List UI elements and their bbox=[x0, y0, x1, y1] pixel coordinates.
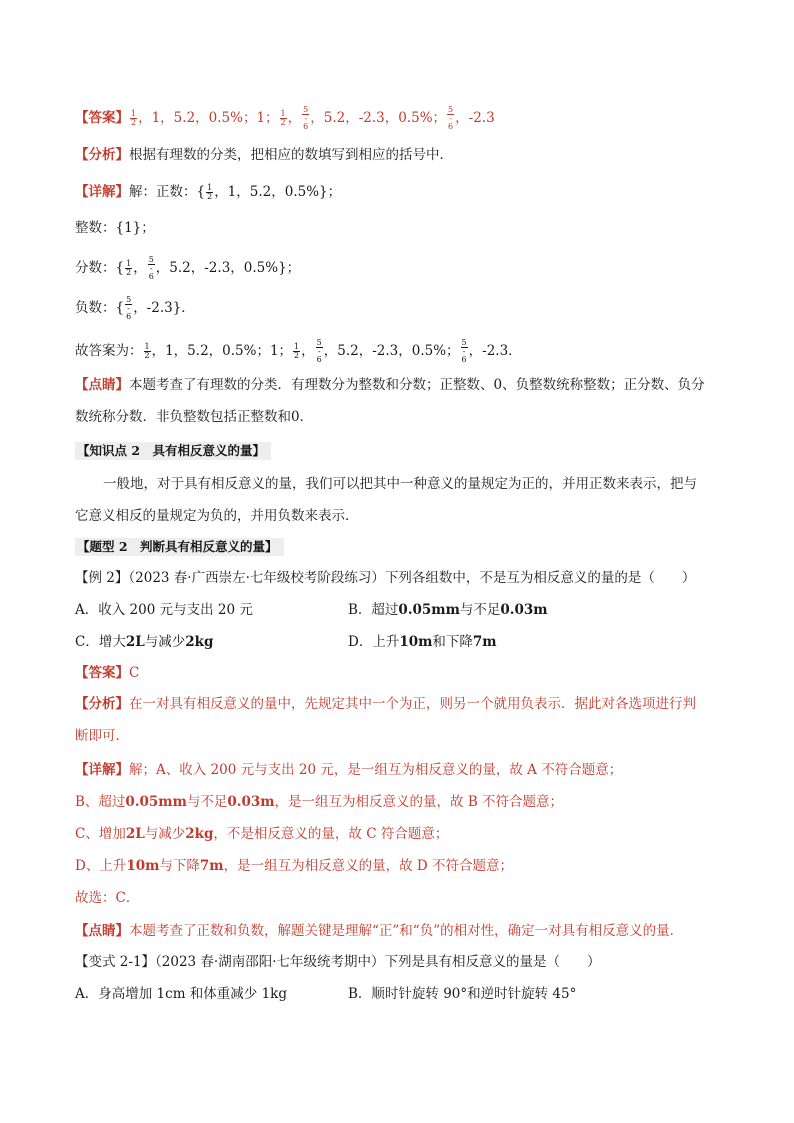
example-option-b: B．超过0.05mm与不足0.03m bbox=[348, 602, 548, 618]
fraction-neg-five-sixths: 5 - 6 bbox=[148, 255, 154, 281]
detail-tag: 【详解】 bbox=[75, 762, 129, 778]
example-option-a: A．收入 200 元与支出 20 元 bbox=[75, 602, 253, 618]
detail-line-a: 【详解】解；A、收入 200 元与支出 20 元，是一组互为相反意义的量，故 A 不符合题意； bbox=[75, 762, 623, 778]
analysis-line-2a: 【分析】在一对具有相反意义的量中，先规定其中一个为正，则另一个就用负表示．据此对各选项进行判 bbox=[75, 696, 696, 712]
detail-choose: 故选：C． bbox=[75, 890, 140, 906]
answer-content: $\frac{1}{2}$ ，1，5.2，0.5%；1； $\frac{1}{2}$ ， 5 - 6 ，5.2，-2.3，0.5%； 5 - 6 ，-2.3 bbox=[131, 105, 495, 131]
fraction-neg-five-sixths: 5 - 6 bbox=[461, 338, 467, 364]
fraction-neg-five-sixths: 5 - 6 bbox=[316, 338, 322, 364]
answer-line-2: 【答案】C bbox=[75, 665, 140, 681]
variant-label: 【变式 2-1】 bbox=[75, 954, 156, 970]
detail-line-c: C、增加2L与减少2kg，不是相反意义的量，故 C 符合题意； bbox=[75, 826, 449, 842]
comment-line-2: 数统称分数．非负整数包括正整数和0． bbox=[75, 409, 314, 425]
fraction-one-half: $\frac{1}{2}$ bbox=[144, 342, 150, 360]
example-option-d: D．上升10m和下降7m bbox=[348, 634, 497, 650]
fraction-one-half: $\frac{1}{2}$ bbox=[280, 109, 286, 127]
question-type-header: 【题型 2 判断具有相反意义的量】 bbox=[75, 538, 284, 556]
knowledge-text-line-1: 一般地，对于具有相反意义的量，我们可以把其中一种意义的量规定为正的，并用正数来表示，把与 bbox=[103, 476, 697, 492]
integer-line: 整数：{1}； bbox=[75, 220, 155, 236]
analysis-tag: 【分析】 bbox=[75, 696, 129, 712]
detail-tag: 【详解】 bbox=[75, 184, 129, 200]
comment-line-3: 【点睛】本题考查了正数和负数，解题关键是理解“正”和“负”的相对性，确定一对具有相反意义的量． bbox=[75, 923, 684, 939]
fraction-one-half: $\frac{1}{2}$ bbox=[126, 259, 132, 277]
analysis-line-1 bbox=[75, 145, 453, 165]
variant-question: 【变式 2-1】（2023 春·湖南邵阳·七年级统考期中）下列是具有相反意义的量是（ ） bbox=[75, 954, 601, 970]
analysis-text: 根据有理数的分类，把相应的数填写到相应的括号中． bbox=[129, 147, 453, 163]
detail-line-b: B、超过0.05mm与不足0.03m，是一组互为相反意义的量，故 B 不符合题意； bbox=[75, 794, 564, 810]
fraction-line: 分数：{ $\frac{1}{2}$ ， 5 - 6 ，5.2，-2.3，0.5%}； bbox=[75, 255, 301, 281]
answer-line-1 bbox=[75, 106, 495, 131]
example-label: 【例 2】 bbox=[75, 570, 129, 586]
variant-option-b: B．顺时针旋转 90°和逆时针旋转 45° bbox=[348, 986, 577, 1002]
fraction-neg-five-sixths: 5 - 6 bbox=[303, 105, 309, 131]
example-question: 【例 2】（2023 春·广西崇左·七年级校考阶段练习）下列各组数中，不是互为相反意义的量的是（ ） bbox=[75, 570, 696, 586]
detail-line-positive: 【详解】解：正数：{ $\frac{1}{2}$ ，1，5.2，0.5%}； bbox=[75, 183, 342, 201]
fraction-neg-five-sixths: 5 - 6 bbox=[126, 295, 132, 321]
comment-line-1: 【点睛】本题考查了有理数的分类．有理数分为整数和分数；正整数、0、负整数统称整数；正分数、负分 bbox=[75, 377, 705, 393]
example-option-c: C．增大2L与减少2kg bbox=[75, 634, 214, 650]
comment-tag: 【点睛】 bbox=[75, 377, 129, 393]
detail-line-d: D、上升10m与下降7m，是一组互为相反意义的量，故 D 不符合题意； bbox=[75, 858, 513, 874]
fraction-one-half: $\frac{1}{2}$ bbox=[207, 183, 213, 201]
analysis-tag: 【分析】 bbox=[75, 147, 129, 163]
conclusion-line: 故答案为： $\frac{1}{2}$ ，1，5.2，0.5%；1； $\frac{1}{2}$ ， 5 - 6 ，5.2，-2.3，0.5%； 5 - 6 ，-2.3． bbox=[75, 338, 522, 364]
negative-line: 负数：{ 5 - 6 ，-2.3}． bbox=[75, 295, 195, 321]
fraction-neg-five-sixths: 5 - 6 bbox=[448, 105, 454, 131]
fraction-one-half: $\frac{1}{2}$ bbox=[131, 109, 137, 127]
answer-tag: 【答案】 bbox=[75, 110, 129, 126]
fraction-one-half: $\frac{1}{2}$ bbox=[294, 342, 300, 360]
analysis-line-2b: 断即可． bbox=[75, 728, 129, 744]
knowledge-point-header: 【知识点 2 具有相反意义的量】 bbox=[75, 442, 271, 460]
comment-tag: 【点睛】 bbox=[75, 923, 129, 939]
answer-tag: 【答案】 bbox=[75, 665, 129, 681]
variant-option-a: A．身高增加 1cm 和体重减少 1kg bbox=[75, 986, 287, 1002]
knowledge-text-line-2: 它意义相反的量规定为负的，并用负数来表示． bbox=[75, 508, 359, 524]
